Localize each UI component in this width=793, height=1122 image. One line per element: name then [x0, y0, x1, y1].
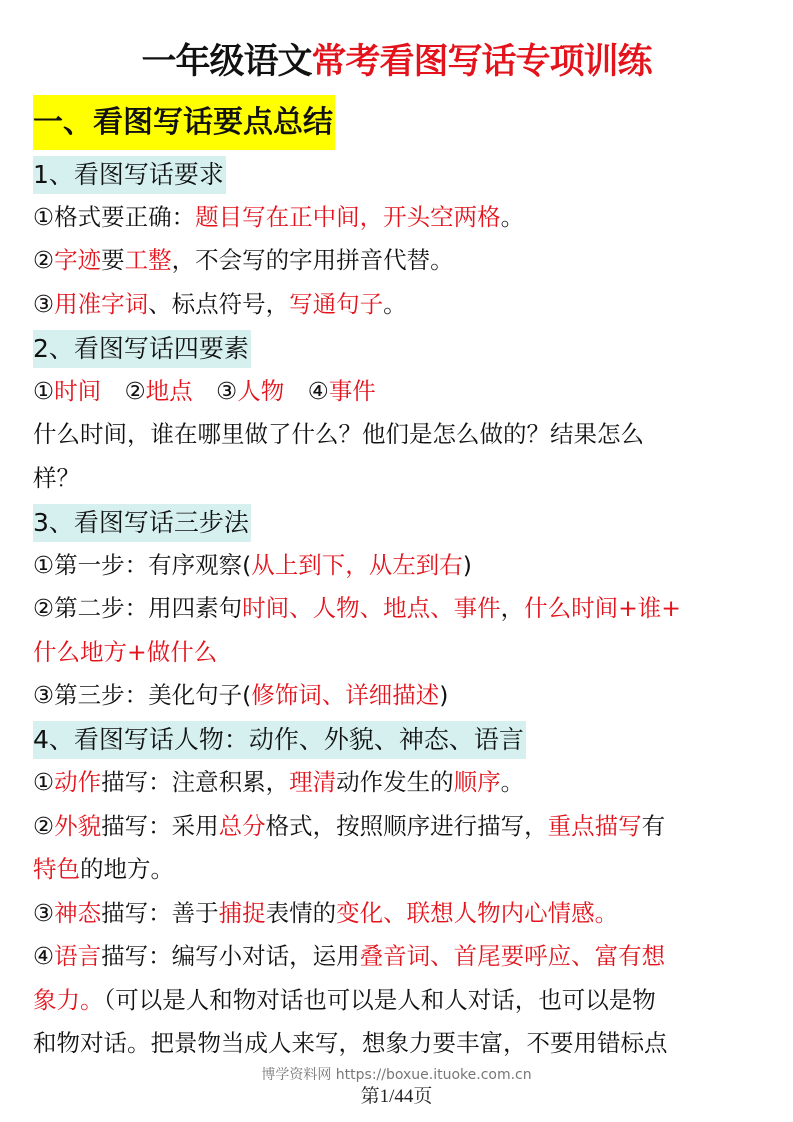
subheading-highlight [33, 504, 251, 542]
text-line [33, 370, 773, 414]
text-segment: 表情的 [265, 898, 337, 927]
text-segment: 2、看图写话四要素 [33, 333, 249, 363]
text-segment: ① [33, 376, 55, 405]
text-segment: ② [101, 376, 146, 405]
subheading [33, 152, 773, 196]
text-segment: ②第二步：用四素句 [33, 594, 243, 622]
subheading-highlight [33, 156, 226, 194]
highlight-text: 时间、人物、地点、事件 [242, 594, 501, 622]
text-segment: 描写：注意积累， [101, 768, 290, 796]
highlight-text: 什么时间+谁+ [524, 594, 681, 622]
highlight-text: 外貌 [54, 811, 102, 840]
text-line [33, 283, 773, 327]
content-body [33, 152, 773, 1066]
text-segment: ①格式要正确： [33, 202, 196, 231]
highlight-text: 地点 [145, 376, 193, 405]
text-segment: 。 [500, 202, 525, 231]
section-heading: 一、看图写话要点总结 [33, 95, 335, 150]
text-line [33, 544, 773, 588]
text-segment: ④ [33, 942, 55, 970]
text-segment: 什么时间，谁在哪里做了什么？他们是怎么做的？结果怎么 [33, 420, 644, 448]
text-line [33, 979, 773, 1023]
highlight-text: 写通句子 [289, 289, 384, 318]
text-line [33, 892, 773, 936]
text-segment: 动作发生的 [336, 768, 454, 796]
highlight-text: 工整 [124, 246, 172, 274]
text-segment: 3、看图写话三步法 [33, 507, 249, 537]
text-segment: 的地方。 [80, 855, 174, 883]
document-title [0, 40, 793, 84]
text-segment: ) [439, 681, 449, 709]
text-segment: 1、看图写话要求 [33, 159, 224, 189]
highlight-text: 变化、联想人物内心情感。 [336, 898, 619, 927]
text-segment: ，不会写的字用拼音代替。 [171, 246, 454, 274]
text-segment: 格式，按照顺序进行描写， [265, 811, 548, 840]
highlight-text: 题目写在正中间，开头空两格 [195, 202, 501, 231]
text-segment: 描写：采用 [101, 811, 219, 840]
highlight-text: 字迹 [54, 246, 102, 274]
text-segment: （可以是人和物对话也可以是人和人对话，也可以是物 [103, 985, 656, 1014]
page-number: 第1/44页 [360, 1086, 433, 1107]
highlight-text: 顺序 [453, 768, 501, 796]
highlight-text: 理清 [289, 768, 337, 796]
text-line [33, 196, 773, 240]
text-segment: 和物对话。把景物当成人来写，想象力要丰富，不要用错标点 [33, 1029, 668, 1057]
text-segment: 。 [500, 768, 525, 796]
highlight-text: 特色 [33, 855, 80, 883]
text-line [33, 587, 773, 631]
text-segment: ② [33, 246, 55, 274]
subheading-highlight [33, 721, 526, 759]
subheading [33, 500, 773, 544]
highlight-text: 用准字词 [54, 289, 149, 318]
text-segment: ③第三步：美化句子( [33, 681, 252, 709]
text-line [33, 631, 773, 675]
highlight-text: 总分 [218, 811, 266, 840]
highlight-text: 事件 [328, 376, 376, 405]
text-segment: ③ [33, 289, 55, 318]
title-red: 常考看图写话专项训练 [311, 42, 652, 82]
text-line [33, 761, 773, 805]
text-line [33, 413, 773, 457]
text-segment: 样？ [33, 463, 80, 492]
text-segment: 要 [101, 246, 125, 274]
text-line [33, 457, 773, 501]
subheading [33, 718, 773, 762]
text-line [33, 239, 773, 283]
text-segment: ③ [192, 376, 238, 405]
highlight-text: 叠音词、首尾要呼应、富有想 [359, 942, 666, 970]
text-line [33, 848, 773, 892]
highlight-text: 重点描写 [547, 811, 642, 840]
text-segment: ) [462, 550, 472, 579]
text-segment: ①第一步：有序观察( [33, 550, 252, 579]
text-segment: ④ [284, 376, 329, 405]
watermark: 博学资料网 https://boxue.ituoke.com.cn [261, 1067, 532, 1083]
highlight-text: 捕捉 [218, 898, 266, 927]
text-segment: 、标点符号， [148, 289, 290, 318]
text-segment: ① [33, 768, 55, 796]
text-line [33, 935, 773, 979]
text-segment: 4、看图写话人物：动作、外貌、神态、语言 [33, 725, 524, 754]
highlight-text: 人物 [237, 376, 285, 405]
highlight-text: 神态 [54, 898, 102, 927]
highlight-text: 时间 [54, 376, 102, 405]
text-segment: 有 [641, 811, 666, 840]
highlight-text: 象力。 [33, 985, 104, 1014]
highlight-text: 修饰词、详细描述 [251, 681, 440, 709]
text-segment: ， [500, 594, 525, 622]
text-segment: 描写：编写小对话，运用 [101, 942, 360, 970]
title-black: 一年级语文 [141, 42, 312, 82]
highlight-text: 从上到下，从左到右 [251, 550, 463, 579]
text-segment: ③ [33, 898, 55, 927]
text-segment: ② [33, 811, 55, 840]
text-segment: 描写：善于 [101, 898, 219, 927]
subheading [33, 326, 773, 370]
text-segment: 。 [383, 289, 407, 318]
highlight-text: 动作 [54, 768, 102, 796]
text-line [33, 674, 773, 718]
highlight-text: 什么地方+做什么 [33, 637, 218, 666]
highlight-text: 语言 [54, 942, 102, 970]
text-line [33, 1022, 773, 1066]
text-line [33, 805, 773, 849]
subheading-highlight [33, 330, 251, 368]
